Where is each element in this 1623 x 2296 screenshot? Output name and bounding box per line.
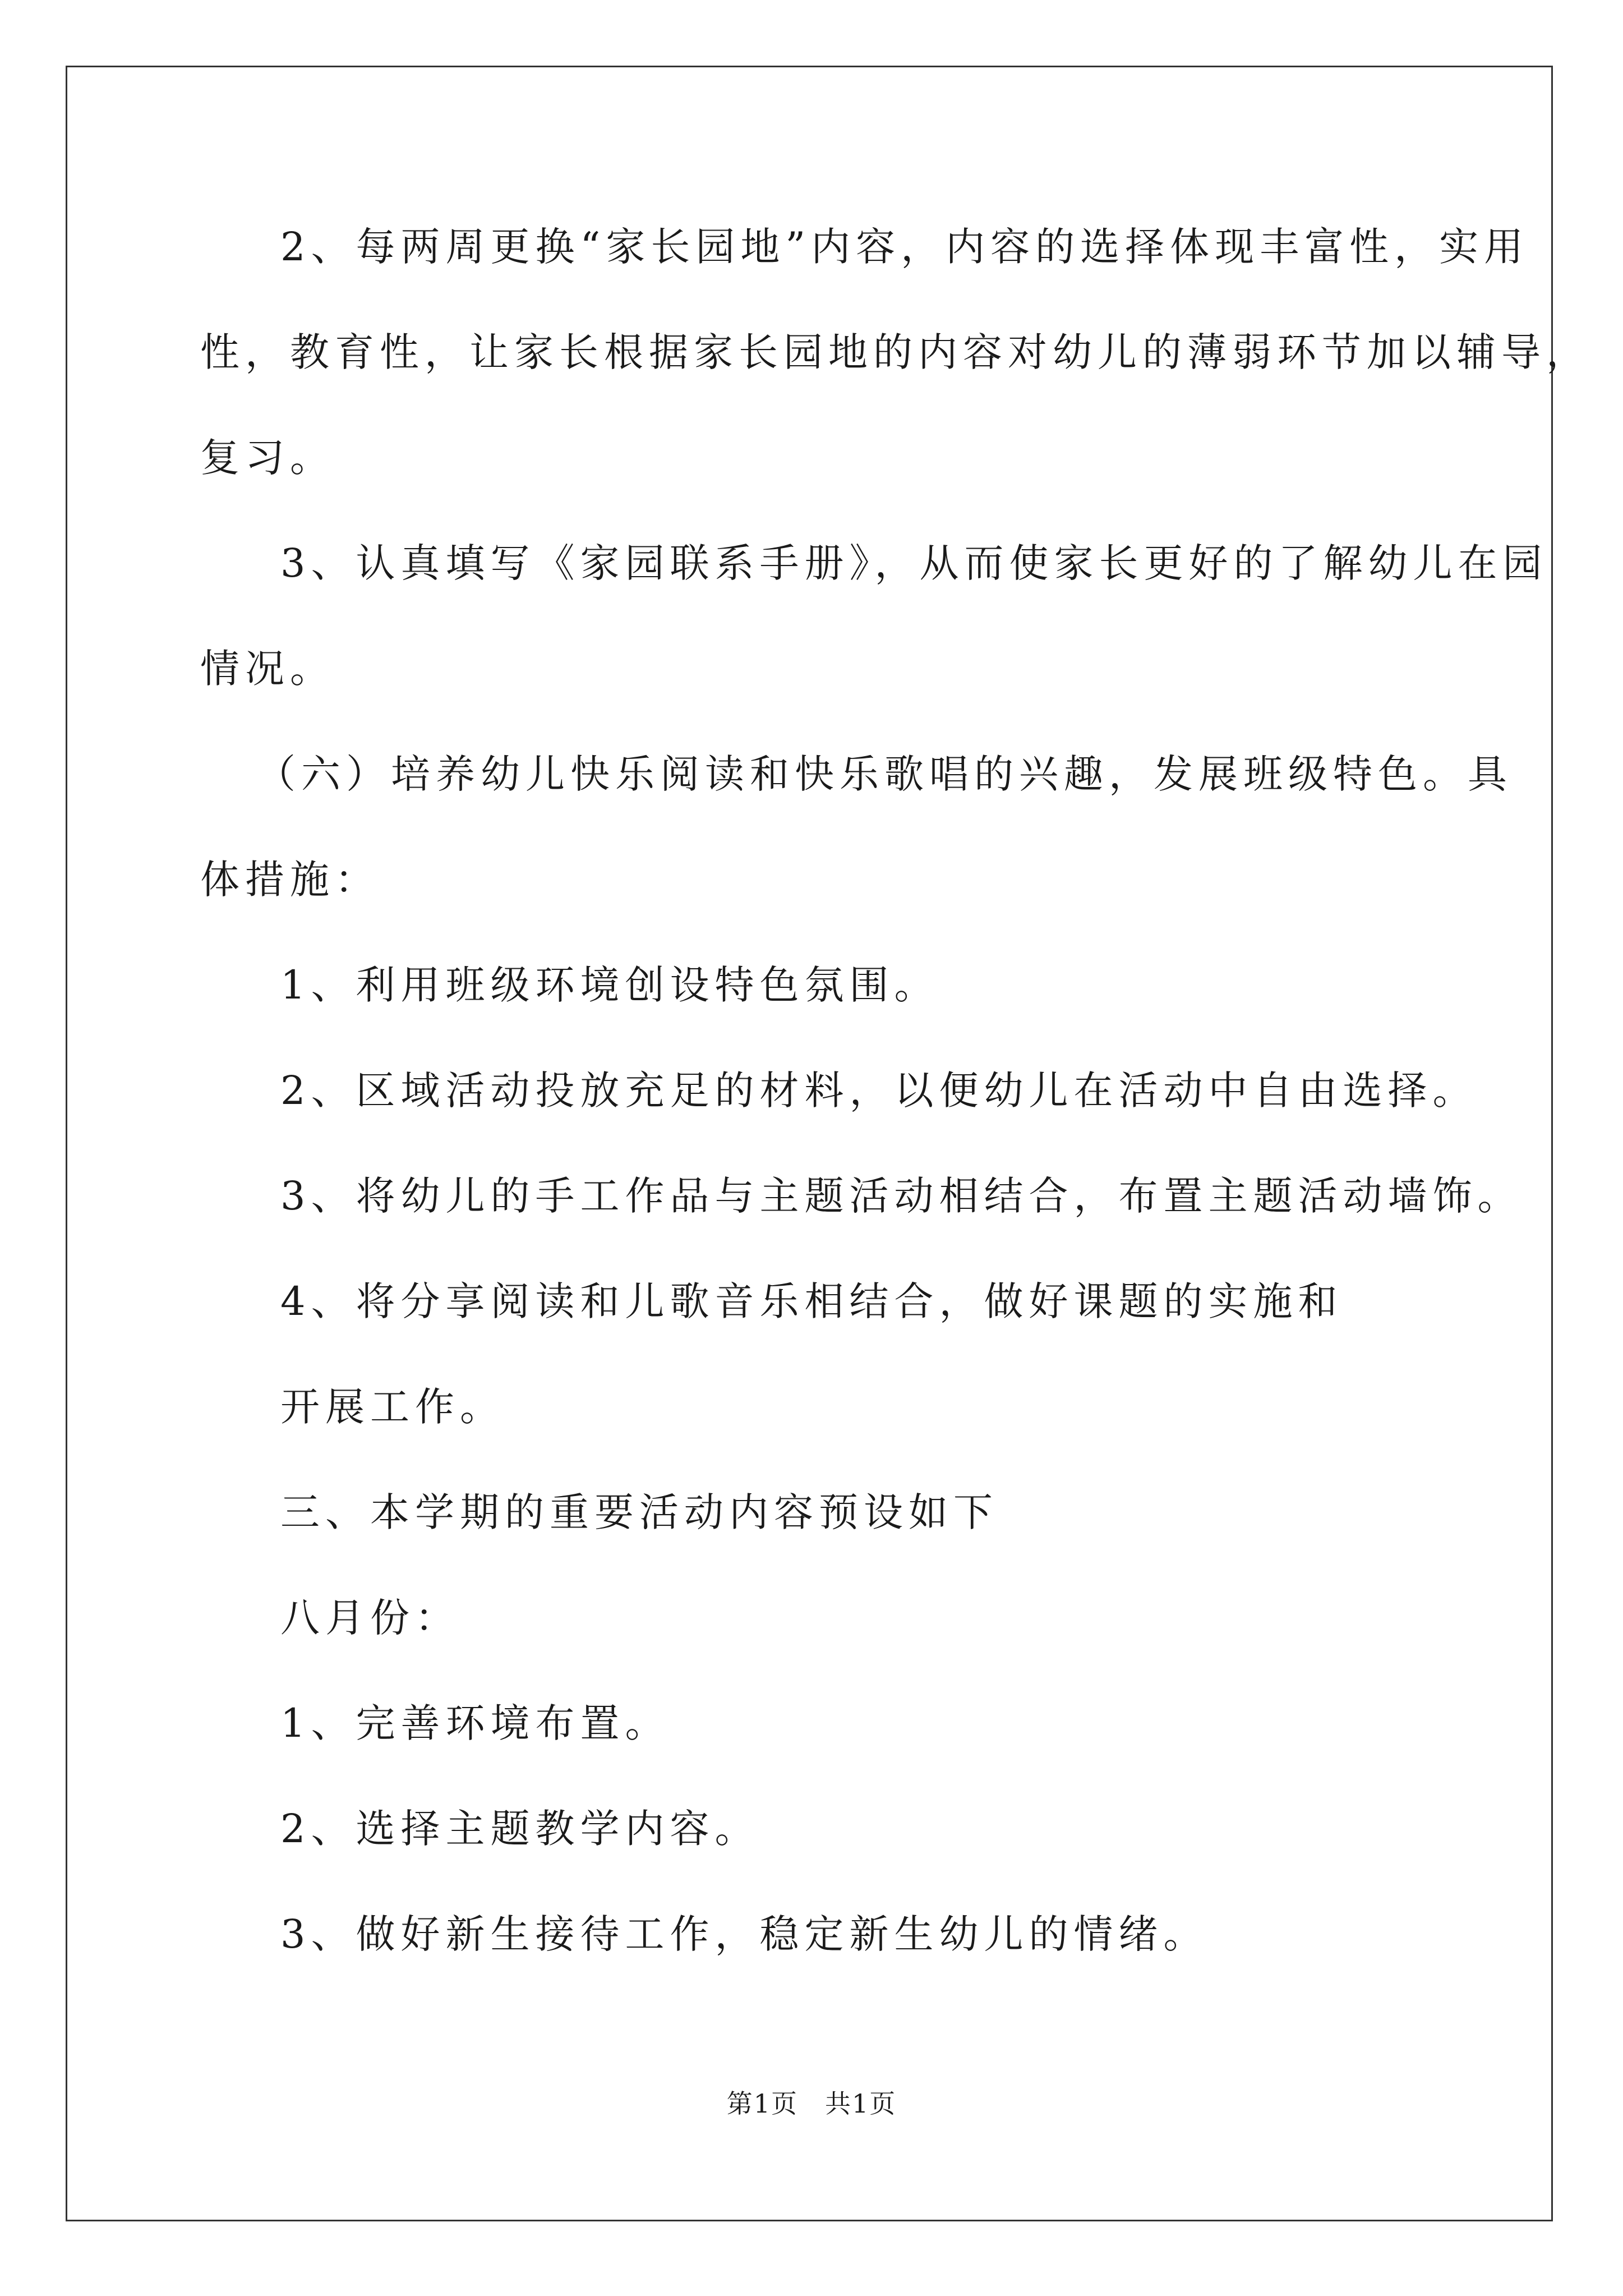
list-item: 1、完善环境布置。 xyxy=(280,1700,670,1746)
paragraph-line: 3、认真填写《家园联系手册》，从而使家长更好的了解幼儿在园 xyxy=(280,540,1548,586)
paragraph-line: 开展工作。 xyxy=(280,1384,505,1430)
paragraph-line: 性，教育性，让家长根据家长园地的内容对幼儿的薄弱环节加以辅导， xyxy=(200,329,1591,375)
paragraph-line: 情况。 xyxy=(200,646,335,692)
list-item: 2、区域活动投放充足的材料，以便幼儿在活动中自由选择。 xyxy=(280,1068,1478,1114)
paragraph-line: （六）培养幼儿快乐阅读和快乐歌唱的兴趣，发展班级特色。具 xyxy=(256,751,1513,797)
list-item: 3、将幼儿的手工作品与主题活动相结合，布置主题活动墙饰。 xyxy=(280,1173,1523,1219)
list-item: 2、选择主题教学内容。 xyxy=(280,1806,760,1852)
paragraph-line: 复习。 xyxy=(200,435,335,481)
page-number-footer: 第1页 共1页 xyxy=(726,2088,897,2119)
list-item: 3、做好新生接待工作，稳定新生幼儿的情绪。 xyxy=(280,1911,1209,1957)
subsection-heading: 八月份： xyxy=(280,1595,460,1641)
page-border xyxy=(66,66,1553,2221)
section-heading: 三、本学期的重要活动内容预设如下 xyxy=(280,1489,998,1535)
list-item: 4、将分享阅读和儿歌音乐相结合，做好课题的实施和 xyxy=(280,1278,1343,1324)
list-item: 1、利用班级环境创设特色氛围。 xyxy=(280,962,939,1008)
paragraph-line: 2、每两周更换“家长园地”内容，内容的选择体现丰富性，实用 xyxy=(280,224,1529,270)
paragraph-line: 体措施： xyxy=(200,857,380,903)
